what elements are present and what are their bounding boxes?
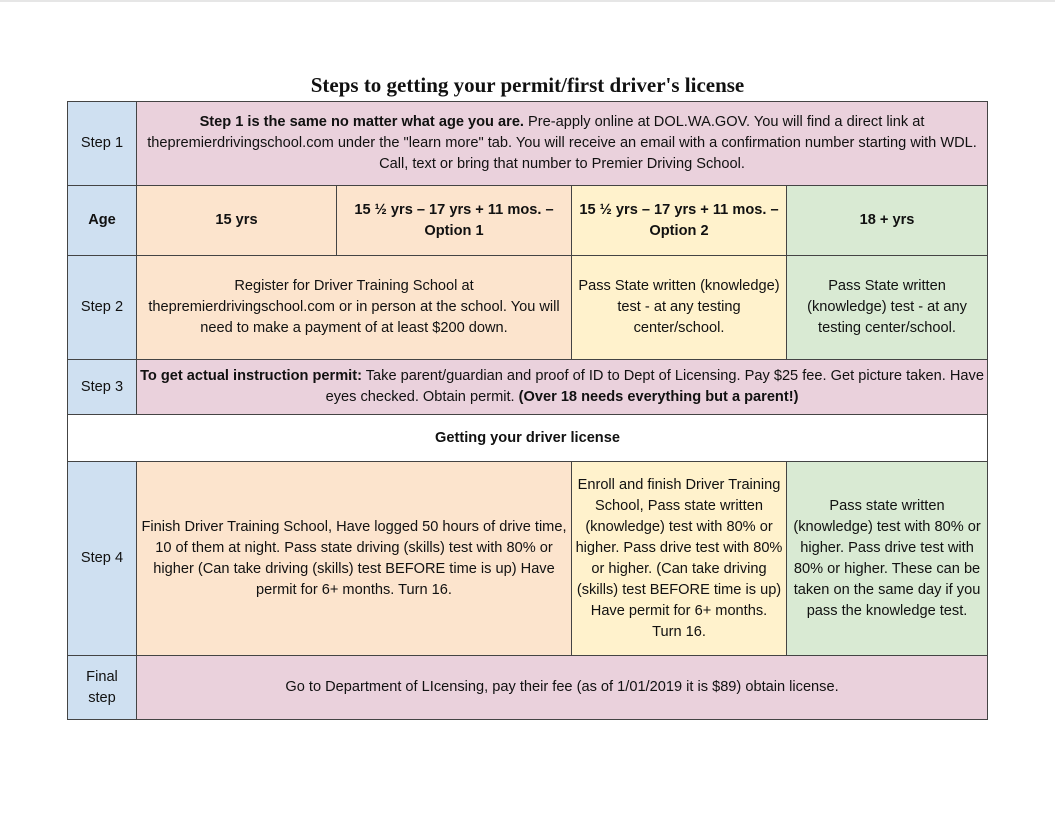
top-border xyxy=(0,0,1055,2)
step4-label: Step 4 xyxy=(68,462,137,656)
step2-written-test-18: Pass State written (knowledge) test - at any testing center/school. xyxy=(787,256,988,360)
age-15: 15 yrs xyxy=(137,186,337,256)
step4-18plus: Pass state written (knowledge) test with 80% or higher. Pass drive test with 80% or higher. These can be taken on the same day if you pass the knowledge test. xyxy=(787,462,988,656)
row-age xyxy=(68,186,988,256)
step3-text xyxy=(137,360,988,415)
step3-bold: To get actual instruction permit: xyxy=(140,368,362,384)
row-section-heading xyxy=(68,415,988,462)
page-title: Steps to getting your permit/first driver's license xyxy=(310,73,745,97)
section-heading: Getting your driver license xyxy=(68,415,988,462)
row-step3 xyxy=(68,360,988,415)
step2-written-test: Pass State written (knowledge) test - at any testing center/school. xyxy=(572,256,787,360)
row-final xyxy=(68,656,988,720)
step4-option1: Finish Driver Training School, Have logged 50 hours of drive time, 10 of them at night. Pass state driving (skills) test with 80% or higher (Can take driving (skills) test BEFORE time is up) Have permit for 6+ months. Turn 16. xyxy=(137,462,572,656)
step3-bold-note: (Over 18 needs everything but a parent!) xyxy=(518,389,799,405)
row-step4 xyxy=(68,462,988,656)
step1-body: Pre-apply online at DOL.WA.GOV. You will find a direct link at thepremierdrivingschool.com under the "learn more" tab. You will receive an email with a confirmation number starting with WDL. Call, text or bring that number to Premier Driving School. xyxy=(147,114,977,172)
step1-bold: Step 1 is the same no matter what age you are. xyxy=(199,114,524,130)
age-option2: 15 ½ yrs – 17 yrs + 11 mos. – Option 2 xyxy=(572,186,787,256)
step1-label: Step 1 xyxy=(68,102,137,186)
step4-option2: Enroll and finish Driver Training School, Pass state written (knowledge) test with 80% or higher. Pass drive test with 80% or higher. (Can take driving (skills) test BEFORE time is up) Have permit for 6+ months. Turn 16. xyxy=(572,462,787,656)
steps-table xyxy=(67,101,988,720)
age-18: 18 + yrs xyxy=(787,186,988,256)
step3-body: Take parent/guardian and proof of ID to Dept of Licensing. Pay $25 fee. Get picture taken. Have eyes checked. Obtain permit. xyxy=(325,368,984,405)
row-step2 xyxy=(68,256,988,360)
age-option1: 15 ½ yrs – 17 yrs + 11 mos. – Option 1 xyxy=(337,186,572,256)
step3-label: Step 3 xyxy=(68,360,137,415)
step2-register: Register for Driver Training School at thepremierdrivingschool.com or in person at the school. You will need to make a payment of at least $200 down. xyxy=(137,256,572,360)
step1-text xyxy=(137,102,988,186)
age-label: Age xyxy=(68,186,137,256)
step2-label: Step 2 xyxy=(68,256,137,360)
row-step1 xyxy=(68,102,988,186)
final-label: Final step xyxy=(68,656,137,720)
final-text: Go to Department of LIcensing, pay their fee (as of 1/01/2019 it is $89) obtain license. xyxy=(137,656,988,720)
